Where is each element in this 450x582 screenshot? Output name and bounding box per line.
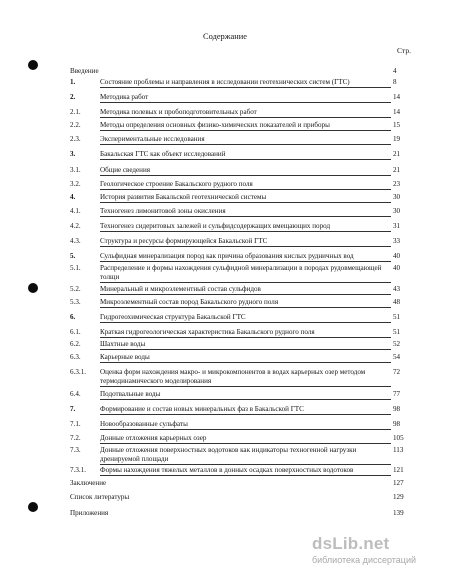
toc-entry-number: 6.4. [70,390,81,398]
toc-entry-rule [100,349,391,350]
toc-entry-rule [100,337,391,338]
punch-hole-top [28,60,38,70]
toc-entry-page: 52 [393,340,401,348]
toc-entry-page: 19 [393,135,401,143]
toc-entry-number: 3.1. [70,166,81,174]
toc-entry-number: 5.3. [70,298,81,306]
toc-entry-rule [100,144,391,145]
toc-entry-rule [100,443,391,444]
toc-entry-rule [100,362,391,363]
toc-entry-number: 6.1. [70,328,81,336]
toc-entry-number: 1. [70,78,76,86]
toc-entry-title: Микроэлементный состав пород Бакальского рудного поля [100,298,279,306]
punch-hole-bottom [28,502,38,512]
toc-entry-rule [100,159,391,160]
toc-entry-number: 4.1. [70,207,81,215]
toc-entry-rule [100,399,391,400]
toc-entry-title: Минеральный и микроэлементный состав сульфидов [100,285,261,293]
toc-entry-rule [100,294,391,295]
toc-entry-rule [100,414,391,415]
toc-entry-rule [100,429,391,430]
toc-entry-number: 7.3. [70,446,81,454]
toc-entry-page: 15 [393,121,401,129]
toc-entry-rule [100,464,391,465]
toc-entry-rule [100,175,391,176]
toc-entry-number: 4.3. [70,237,81,245]
toc-entry-title: Методика работ [100,93,149,101]
toc-entry-page: 54 [393,353,401,361]
toc-entry-number: 2.3. [70,135,81,143]
watermark-logo [312,534,432,572]
toc-entry-title: Техногенез сидеритовых залежей и сульфидсодержащих вмещающих пород [100,222,331,230]
toc-entry-page: 30 [393,207,401,215]
toc-entry-title: Методика полевых и пробоподготовительных работ [100,108,257,116]
toc-entry-page: 8 [393,78,397,86]
watermark-logo-text: dsLib.net [312,534,390,553]
toc-entry-title: Состояние проблемы и направления в исследовании геотехнических систем (ГТС) [100,78,350,86]
toc-entry-title: Карьерные воды [100,353,150,361]
toc-entry-title: Подотвальные воды [100,390,161,398]
toc-entry-title: Техногенез лимонитовой зоны окисления [100,207,226,215]
toc-entry-title: Шахтные воды [100,340,146,348]
toc-entry-rule [100,386,391,387]
toc-entry-number: 4.2. [70,222,81,230]
toc-entry-rule [100,322,391,323]
toc-entry-rule [100,261,391,262]
toc-entry-rule [100,307,391,308]
toc-entry-title: Заключение [70,479,107,487]
toc-entry-rule [100,475,391,476]
toc-entry-page: 33 [393,237,401,245]
toc-entry-page: 40 [393,252,401,260]
toc-entry-number: 2.2. [70,121,81,129]
toc-entry-page: 77 [393,390,401,398]
toc-entry-title: Сульфидная минерализация пород как причина образования кислых рудничных вод [100,252,354,260]
toc-entry-title: Новообразованные сульфаты [100,420,188,428]
page-title: Содержание [203,32,247,41]
toc-entry-title: Экспериментальные исследования [100,135,205,143]
toc-entry-number: 6. [70,313,76,321]
toc-entry-page: 4 [393,67,397,75]
toc-entry-page: 51 [393,328,401,336]
toc-entry-page: 40 [393,264,401,272]
toc-entry-number: 3.2. [70,180,81,188]
toc-entry-title: Формы нахождения тяжелых металлов в донных осадках поверхностных водотоков [100,466,354,474]
toc-entry-title: Формирование и состав новых минеральных фаз в Бакальской ГТС [100,405,304,413]
toc-entry-title: История развития Бакальской геотехнической системы [100,193,267,201]
toc-entry-title: Донные отложения карьерных озер [100,434,207,442]
toc-entry-page: 23 [393,180,401,188]
toc-entry-title: Список литературы [70,493,130,501]
watermark-subtitle: библиотека диссертаций [312,555,417,565]
punch-hole-middle [28,283,38,293]
toc-entry-number: 5. [70,252,76,260]
toc-entry-title: Структура и ресурсы формирующейся Бакальской ГТС [100,237,268,245]
toc-entry-page: 48 [393,298,401,306]
toc-entry-title: Распределение и формы нахождения сульфидной минерализации в породах рудовмещающей толщи [100,264,382,281]
toc-entry-rule [100,216,391,217]
toc-entry-title: Краткая гидрогеологическая характеристика Бакальского рудного поля [100,328,315,336]
toc-entry-page: 105 [393,434,404,442]
toc-entry-rule [100,87,391,88]
toc-entry-title: Методы определения основных физико-химических показателей и приборы [100,121,330,129]
toc-entry-number: 6.3.1. [70,368,86,376]
page-column-header: Стр. [396,46,412,55]
toc-entry-page: 72 [393,368,401,376]
toc-entry-rule [100,202,391,203]
toc-entry-number: 4. [70,193,76,201]
toc-entry-page: 43 [393,285,401,293]
toc-entry-page: 98 [393,420,401,428]
toc-entry-rule [100,130,391,131]
toc-entry-page: 113 [393,446,404,454]
toc-entry-number: 6.3. [70,353,81,361]
toc-entry-number: 7. [70,405,76,413]
toc-entry-title: Приложения [70,509,109,517]
toc-entry-rule [100,117,391,118]
toc-entry-number: 5.2. [70,285,81,293]
toc-entry-title: Геологическое строение Бакальского рудного поля [100,180,253,188]
toc-entry-page: 127 [393,479,404,487]
toc-entry-number: 2.1. [70,108,81,116]
toc-entry-page: 129 [393,493,404,501]
toc-entry-page: 21 [393,166,401,174]
toc-entry-page: 14 [393,108,401,116]
toc-entry-number: 7.2. [70,434,81,442]
toc-entry-title: Гидрогеохимическая структура Бакальской ГТС [100,313,246,321]
toc-entry-rule [100,246,391,247]
toc-entry-number: 6.2. [70,340,81,348]
toc-entry-title: Донные отложения поверхностных водотоков как индикаторы техногенной нагрузки дренируемой площади [100,446,357,463]
toc-entry-page: 139 [393,509,404,517]
toc-entry-rule [100,282,391,283]
toc-entry-rule [100,102,391,103]
toc-entry-page: 14 [393,93,401,101]
toc-entry-number: 7.3.1. [70,466,86,474]
toc-entry-page: 21 [393,150,401,158]
toc-entry-number: 7.1. [70,420,81,428]
toc-entry-number: 5.1. [70,264,81,272]
toc-entry-title: Введение [70,67,99,75]
toc-entry-rule [100,231,391,232]
toc-entry-title: Общие сведения [100,166,151,174]
toc-entry-rule [100,189,391,190]
toc-entry-title: Оценка форм нахождения макро- и микрокомпонентов в водах карьерных озер методом термодинамического моделирования [100,368,366,385]
toc-entry-number: 3. [70,150,76,158]
toc-entry-title: Бакальская ГТС как объект исследований [100,150,226,158]
toc-entry-page: 51 [393,313,401,321]
toc-entry-page: 30 [393,193,401,201]
toc-entry-number: 2. [70,93,76,101]
toc-entry-page: 31 [393,222,401,230]
toc-entry-page: 121 [393,466,404,474]
toc-entry-page: 98 [393,405,401,413]
